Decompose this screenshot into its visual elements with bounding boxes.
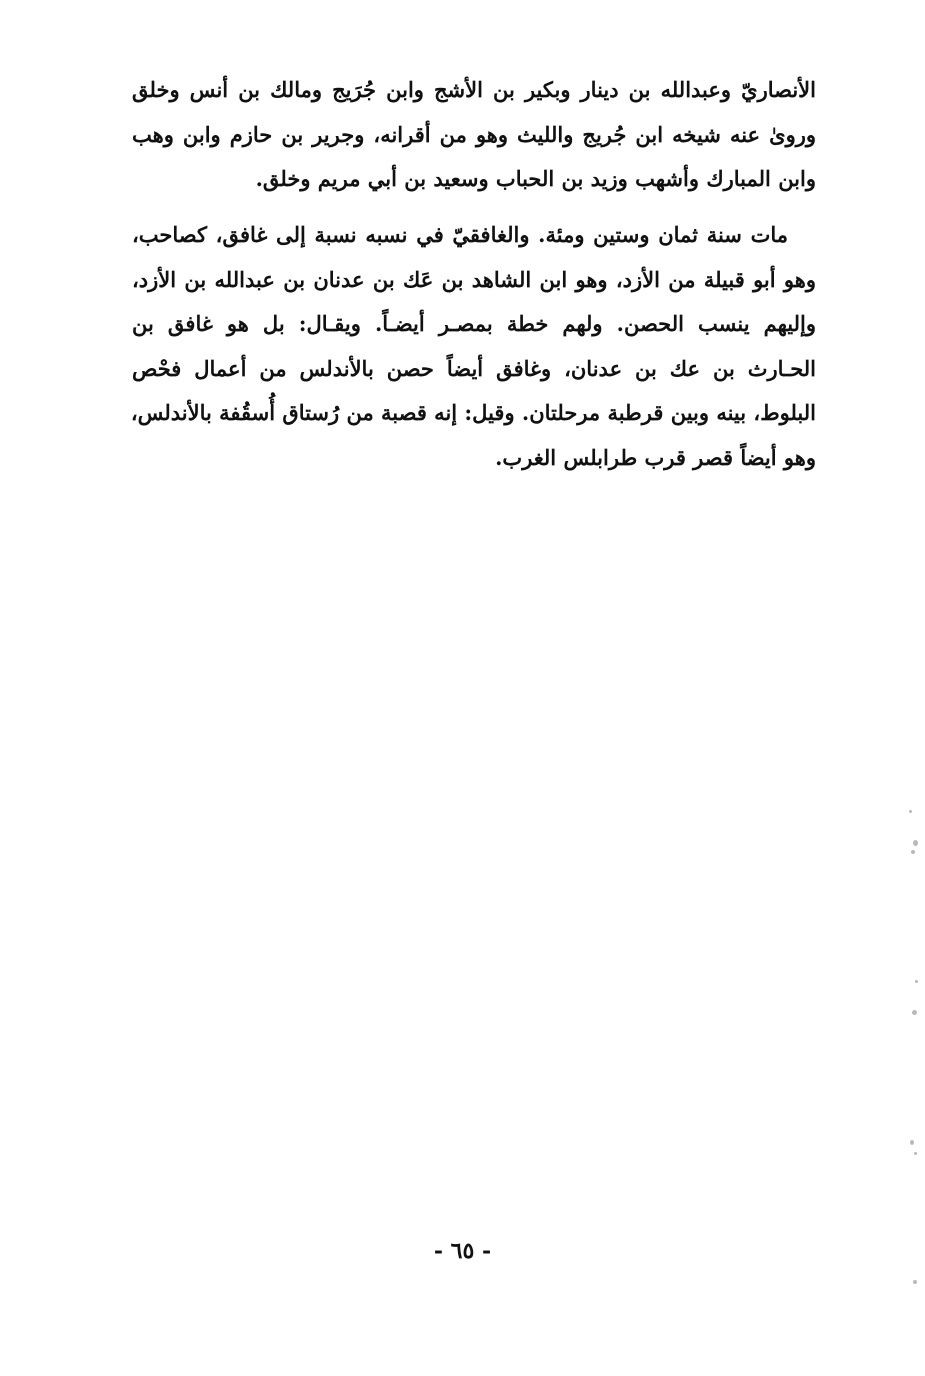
paragraph-2 [132, 213, 816, 480]
text-line: وابن المبارك وأشهب وزيد بن الحباب وسعيد بن أبي مريم وخلق. [255, 166, 816, 191]
text-line: وإليهم ينسب الحصن. ولهم خطة بمصـر أيضـاً. ويقـال: بل هو غافق بن [132, 311, 816, 336]
text-line: وهو أيضاً قصر قرب طرابلس الغرب. [495, 444, 816, 470]
text-line: البلوط، بينه وبين قرطبة مرحلتان. وقيل: إنه قصبة من رُستاق أُسقُفة بالأندلس، [130, 400, 816, 425]
text-line: وهو أبو قبيلة من الأزد، وهو ابن الشاهد بن عَك بن عدنان بن عبدالله بن الأزد، [132, 266, 816, 292]
text-line: الأنصاريّ وعبدالله بن دينار وبكير بن الأشج وابن جُرَيج ومالك بن أنس وخلق [132, 77, 816, 102]
page-number: - ٦٥ - [433, 1238, 492, 1264]
scan-noise [895, 780, 925, 1300]
text-line: مات سنة ثمان وستين ومئة. والغافقيّ في نسبه نسبة إلى غافق، كصاحب، [132, 222, 788, 247]
text-line: الحـارث بن عك بن عدنان، وغافق أيضاً حصن بالأندلس من أعمال فحْص [132, 355, 816, 381]
text-line: وروىٰ عنه شيخه ابن جُريج والليث وهو من أقرانه، وجرير بن حازم وابن وهب [132, 121, 816, 147]
paragraph-1 [132, 68, 816, 202]
